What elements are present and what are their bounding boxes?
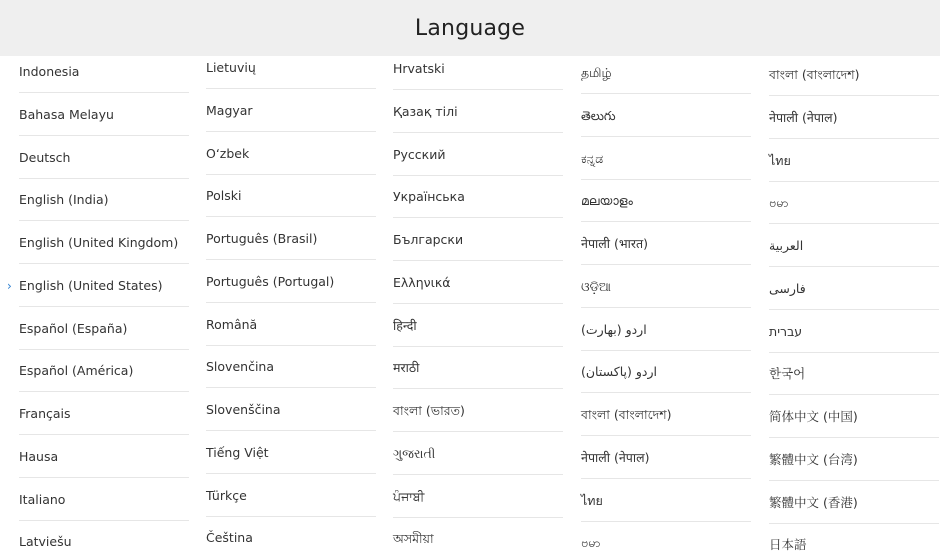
language-item[interactable]	[393, 358, 563, 378]
row-divider	[206, 131, 376, 132]
row-divider	[581, 392, 751, 393]
row-divider	[19, 391, 189, 392]
language-item[interactable]	[393, 273, 563, 293]
language-label: বাংলা (বাংলাদেশ)	[581, 407, 672, 422]
title-bar	[0, 0, 940, 56]
language-item[interactable]	[769, 65, 939, 85]
language-item[interactable]	[7, 276, 189, 296]
language-label: 繁體中文 (台湾)	[769, 451, 858, 467]
language-item[interactable]	[769, 450, 939, 470]
language-item[interactable]	[393, 401, 563, 421]
language-label: Indonesia	[19, 64, 80, 79]
language-item[interactable]	[393, 145, 563, 165]
row-divider	[393, 132, 563, 133]
language-item[interactable]	[206, 229, 376, 249]
language-label: অসমীয়া	[393, 531, 434, 547]
row-divider	[206, 345, 376, 346]
language-label: தமிழ்	[581, 65, 612, 80]
language-label: עברית	[769, 323, 803, 339]
row-divider	[19, 263, 189, 264]
language-item[interactable]	[19, 404, 189, 424]
language-label: 繁體中文 (香港)	[769, 494, 858, 510]
language-item[interactable]	[769, 108, 939, 128]
language-item[interactable]	[19, 361, 189, 381]
language-item[interactable]	[581, 149, 751, 169]
language-item[interactable]	[206, 101, 376, 121]
language-label: नेपाली (नेपाल)	[769, 109, 838, 125]
language-item[interactable]	[393, 59, 563, 79]
row-divider	[19, 92, 189, 93]
row-divider	[206, 259, 376, 260]
row-divider	[581, 307, 751, 308]
language-item[interactable]	[769, 322, 939, 342]
language-label: മലയാളം	[581, 193, 633, 209]
row-divider	[206, 216, 376, 217]
language-item[interactable]	[769, 193, 939, 213]
language-label: Hausa	[19, 448, 59, 464]
language-label: Français	[19, 406, 71, 421]
language-label: Қазақ тілі	[393, 103, 458, 119]
language-item[interactable]	[206, 144, 376, 164]
language-item[interactable]	[19, 148, 189, 168]
language-item[interactable]	[393, 487, 563, 507]
language-item[interactable]	[19, 105, 189, 125]
row-divider	[581, 93, 751, 94]
language-item[interactable]	[581, 405, 751, 425]
language-item[interactable]	[19, 532, 189, 552]
language-label: తెలుగు	[581, 107, 616, 123]
row-divider	[769, 309, 939, 310]
language-item[interactable]	[581, 234, 751, 254]
language-label: English (India)	[19, 192, 109, 208]
language-label: ไทย	[769, 152, 791, 168]
language-label: Português (Portugal)	[206, 273, 335, 289]
language-label: 한국어	[769, 366, 806, 382]
language-item[interactable]	[206, 443, 376, 463]
row-divider	[393, 260, 563, 261]
language-label: Українська	[393, 189, 465, 205]
row-divider	[19, 477, 189, 478]
language-item[interactable]	[769, 493, 939, 513]
language-label: ไทย	[581, 492, 603, 508]
language-label: Ελληνικά	[393, 274, 451, 290]
language-item[interactable]	[206, 486, 376, 506]
language-label: Lietuvių	[206, 60, 256, 75]
row-divider	[581, 350, 751, 351]
row-divider	[581, 221, 751, 222]
language-item[interactable]	[206, 528, 376, 548]
language-label: 日本語	[769, 537, 807, 553]
language-label: ਪੰਜਾਬੀ	[393, 488, 425, 504]
language-item[interactable]	[206, 186, 376, 206]
row-divider	[393, 431, 563, 432]
row-divider	[19, 135, 189, 136]
row-divider	[769, 181, 939, 182]
language-item[interactable]	[19, 62, 189, 82]
row-divider	[393, 89, 563, 90]
language-label: Português (Brasil)	[206, 231, 318, 246]
row-divider	[581, 435, 751, 436]
row-divider	[769, 480, 939, 481]
language-item[interactable]	[769, 236, 939, 256]
row-divider	[769, 138, 939, 139]
language-label: Polski	[206, 188, 242, 204]
language-item[interactable]	[393, 102, 563, 122]
row-divider	[206, 430, 376, 431]
language-item[interactable]	[206, 357, 376, 377]
language-label: O‘zbek	[206, 145, 250, 161]
language-item[interactable]	[19, 447, 189, 467]
language-item[interactable]	[581, 491, 751, 511]
row-divider	[393, 346, 563, 347]
language-label: ဗမာ	[581, 535, 601, 551]
language-label: 简体中文 (中国)	[769, 409, 858, 424]
chevron-right-icon: ›	[7, 278, 12, 293]
row-divider	[769, 95, 939, 96]
row-divider	[206, 387, 376, 388]
language-label: Slovenčina	[206, 359, 274, 375]
language-item[interactable]	[206, 315, 376, 335]
language-label: Magyar	[206, 102, 253, 118]
language-label: English (United Kingdom)	[19, 235, 179, 250]
language-item[interactable]	[581, 106, 751, 126]
language-label: Slovenščina	[206, 402, 281, 417]
language-label: नेपाली (नेपाल)	[581, 449, 650, 465]
row-divider	[581, 136, 751, 137]
row-divider	[769, 437, 939, 438]
language-item[interactable]	[206, 272, 376, 292]
language-item[interactable]	[769, 151, 939, 171]
language-item[interactable]	[393, 187, 563, 207]
row-divider	[206, 473, 376, 474]
language-label: ଓଡ଼ିଆ	[581, 278, 611, 294]
row-divider	[19, 349, 189, 350]
language-label: Español (España)	[19, 320, 128, 336]
language-item[interactable]	[19, 190, 189, 210]
language-label: Latviešu	[19, 534, 72, 550]
language-item[interactable]	[769, 364, 939, 384]
language-item[interactable]	[769, 407, 939, 427]
language-label: हिन्दी	[393, 317, 417, 333]
row-divider	[206, 516, 376, 517]
language-item[interactable]	[581, 191, 751, 211]
language-item[interactable]	[19, 233, 189, 253]
row-divider	[393, 303, 563, 304]
language-label: Italiano	[19, 491, 66, 507]
row-divider	[769, 352, 939, 353]
language-label: ગુજરાતી	[393, 445, 436, 461]
language-item[interactable]	[769, 279, 939, 299]
language-item[interactable]	[581, 277, 751, 297]
language-label: বাংলা (বাংলাদেশ)	[769, 67, 860, 82]
row-divider	[769, 394, 939, 395]
language-label: ဗမာ	[769, 195, 789, 211]
row-divider	[393, 175, 563, 176]
row-divider	[206, 174, 376, 175]
row-divider	[393, 388, 563, 389]
language-item[interactable]	[393, 444, 563, 464]
language-label: मराठी	[393, 360, 420, 376]
row-divider	[206, 88, 376, 89]
language-label: Bahasa Melayu	[19, 106, 114, 122]
language-item[interactable]	[393, 230, 563, 250]
row-divider	[19, 434, 189, 435]
language-item[interactable]	[19, 319, 189, 339]
language-label: Tiếng Việt	[206, 444, 269, 460]
language-label: العربية	[769, 238, 804, 253]
language-label: Deutsch	[19, 149, 71, 165]
row-divider	[769, 266, 939, 267]
language-item[interactable]	[581, 533, 751, 553]
language-item[interactable]	[19, 490, 189, 510]
language-item[interactable]	[581, 448, 751, 468]
row-divider	[19, 220, 189, 221]
row-divider	[206, 302, 376, 303]
row-divider	[581, 264, 751, 265]
language-label: Română	[206, 316, 258, 332]
language-label: Български	[393, 232, 464, 247]
language-label: Türkçe	[206, 487, 247, 503]
row-divider	[393, 217, 563, 218]
language-grid	[0, 56, 940, 557]
language-label: नेपाली (भारत)	[581, 236, 648, 251]
row-divider	[19, 178, 189, 179]
language-label: Čeština	[206, 530, 253, 546]
page-title: Language	[414, 15, 526, 41]
row-divider	[393, 517, 563, 518]
language-label: Hrvatski	[393, 61, 445, 76]
language-label: Русский	[393, 146, 446, 162]
row-divider	[581, 521, 751, 522]
row-divider	[581, 179, 751, 180]
language-label: اردو (پاکستان)	[581, 364, 657, 380]
row-divider	[769, 523, 939, 524]
language-item[interactable]	[393, 316, 563, 336]
language-item[interactable]	[393, 529, 563, 549]
language-label: فارسی	[769, 280, 806, 296]
language-item[interactable]	[769, 535, 939, 555]
row-divider	[19, 306, 189, 307]
row-divider	[19, 520, 189, 521]
language-label: ಕನ್ನಡ	[581, 150, 604, 166]
row-divider	[393, 474, 563, 475]
language-label: اردو (بھارت)	[581, 321, 647, 337]
language-label: বাংলা (ভারত)	[393, 403, 465, 418]
language-item[interactable]	[206, 400, 376, 420]
language-label: Español (América)	[19, 363, 134, 379]
row-divider	[769, 223, 939, 224]
language-item[interactable]	[581, 362, 751, 382]
language-label: English (United States)	[19, 277, 163, 293]
language-item[interactable]	[581, 320, 751, 340]
row-divider	[581, 478, 751, 479]
language-item[interactable]	[206, 58, 376, 78]
language-item[interactable]	[581, 63, 751, 83]
